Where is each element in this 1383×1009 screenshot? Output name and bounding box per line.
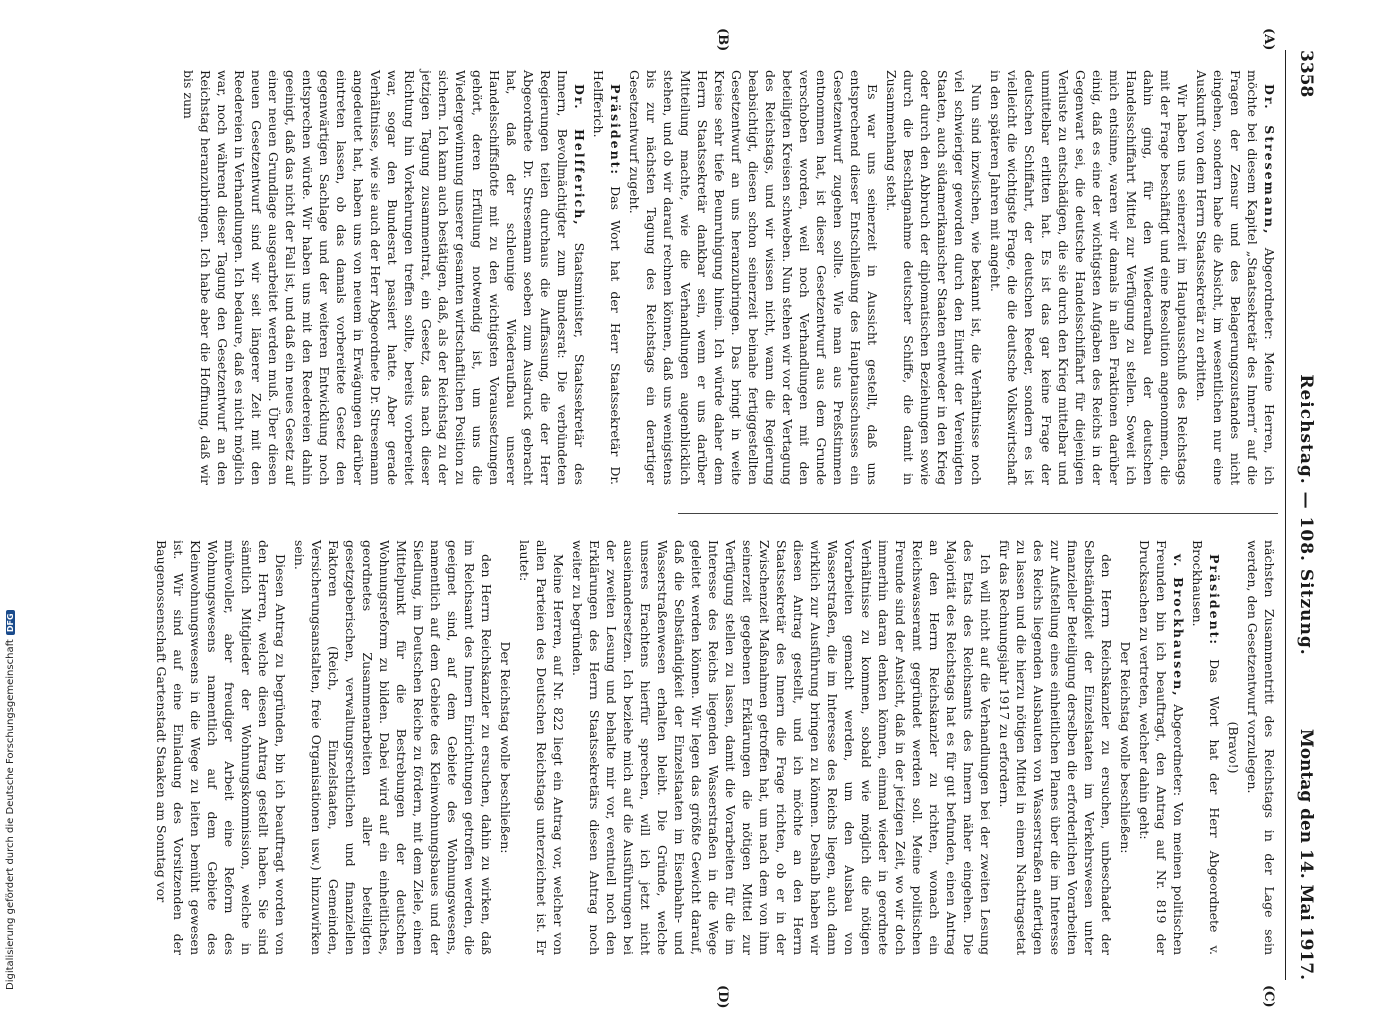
paragraph: Dr. Helfferich, Staatsminister, Staatssekretär des Innern, Bevollmächtigter zum Bundesrat: Die verbündeten Regierungen teilen durchaus die Auffassung, die der Herr Abgeordnete Dr. Stresemann soeben zum Ausdruck gebracht hat, daß der schleunige Wiederaufbau unserer Handelsschiffsflotte mit zu den wichtigsten Voraussetzungen gehört, deren Erfüllung notwendig ist, um uns die Wiedergewinnung unserer gesamten wirtschaftlichen Position zu sichern. Ich kann auch bestätigen, daß, als der Reichstag zu der jetzigen Tagung zusammentrat, ein Gesetz, das nach dieser Richtung hin Vorkehrungen treffen sollte, bereits vorbereitet war, sogar den Bundesrat passiert hatte. Aber gerade Verhältnisse, wie sie auch der Herr Abgeordnete Dr. Stresemann angedeutet hat, haben uns von neuem in Erwägungen darüber eintreten lassen, ob das damals vorbereitete Gesetz den gegenwärtigen Sachlage und der weiteren Entwicklung noch entsprechen würde. Wir haben uns mit den Reedereien dahin geeinigt, daß das nicht der Fall ist, und daß ein neues Gesetz auf einer neuen Grundlage ausgearbeitet werden muß. Über diesen neuen Gesetzentwurf sind wir seit längerer Zeit mit den Reedereien in Verhandlungen. Ich bedaure, daß es nicht möglich war, noch während dieser Tagung den Gesetzentwurf an den Reichstag heranzubringen. Ich habe aber die Hoffnung, daß wir bis zum (181, 70, 587, 485)
resolution-text: den Herrn Reichskanzler zu ersuchen, dahin zu wirken, daß im Reichsamt des Innern Einrichtungen getroffen werden, die geeignet sind, auf dem Gebiete des Wohnungswesens, namentlich auf dem Gebiete des Kleinwohnungsbaues und der Siedlung, im Deutschen Reiche zu fördern, mit dem Ziele, einen Mittelpunkt für die Bestrebungen der deutschen Wohnungsreform zu bilden. Dabei wird auf ein einheitliches, geordnetes Zusammenarbeiten aller beteiligten gesetzgeberischen, verwaltungsrechtlichen und finanziellen Faktoren (Reich, Einzelstaaten, Gemeinden, Versicherungsanstalten, freie Organisationen usw.) hinzuwirken sein. (292, 540, 494, 955)
margin-marker-d: (D) (715, 985, 730, 1009)
paragraph: nächsten Zusammentritt des Reichstags in der Lage sein werden, den Gesetzentwurf vorzulegen. (1245, 540, 1277, 955)
left-column (181, 70, 1278, 485)
margin-marker-c: (C) (1261, 985, 1276, 1008)
speaker-name: Dr. Helfferich, (572, 84, 587, 227)
paragraph: v. Brockhausen, Abgeordneter: Von meinen politischen Freunden bin ich beauftragt, den Antrag auf Nr. 819 der Drucksachen zu vertreten, welcher dahin geht: (1137, 540, 1186, 955)
right-column (154, 540, 1278, 955)
speaker-name: Präsident: (608, 84, 623, 177)
paragraph: Wir haben uns seinerzeit im Hauptausschuß des Reichstags mit der Frage beschäftigt und eine Resolution angenommen, die dahin ging, für den Wiederaufbau der deutschen Handelsschiffahrt Mittel zur Verfügung zu stellen. Soweit ich mich entsinne, waren wir damals in allen Fraktionen darüber einig, daß es eine der wichtigsten Aufgaben des Reichs in der Gegenwart sei, die deutsche Handelsschiffahrt für diejenigen Verluste zu entschädigen, die sie durch den Krieg mittelbar und unmittelbar erlitten hat. Es ist das gar keine Frage der deutschen Schiffahrt, der deutschen Reeder, sondern es ist vielleicht die wichtigste Frage, die die deutsche Volkswirtschaft in den späteren Jahren mit angeht. (988, 70, 1190, 485)
resolution-heading: Der Reichstag wolle beschließen: (498, 641, 513, 854)
resolution-text: den Herrn Reichskanzler zu ersuchen, unbeschadet der Selbständigkeit der Einzelstaaten im Verkehrswesen unter finanzieller Beteiligung derselben die erforderlichen Vorarbeiten zur Aufstellung eines einheitlichen Planes über die im Interesse des Reichs liegenden Ausbauten von Wasserstraßen anfertigen zu lassen und die hierzu nötigen Mittel in einem Nachtragsetat für das Rechnungsjahr 1917 zu erfordern. (997, 540, 1114, 955)
resolution-heading: Der Reichstag wolle beschließen: (1118, 641, 1133, 854)
digitization-credit (5, 610, 16, 990)
margin-marker-a: (A) (1261, 28, 1276, 51)
column-divider (678, 513, 1278, 514)
paragraph: Dr. Stresemann, Abgeordneter: Meine Herren, ich möchte bei diesem Kapitel „Staatssekretär des Innern“ auf die Fragen der Zensur und des Belagerungszustandes nicht eingehen, sondern habe die Absicht, im wesentlichen nur eine Auskunft von dem Herrn Staatssekretär zu erbitten. (1194, 70, 1277, 485)
paragraph: Ich will nicht auf die Verhandlungen bei der zweiten Lesung des Etats des Reichsamts des Innern näher eingehen. Die Majorität des Reichstags hat es für gut befunden, einen Antrag an den Herrn Reichskanzler zu richten, wonach ein Reichswasseramt gegründet werden soll. Meine politischen Freunde sind der Ansicht, daß in der jetzigen Zeit, wo wir doch immerhin daran denken können, einmal wieder in geordnete Verhältnisse zu kommen, sobald wie möglich die nötigen Vorarbeiten gemacht werden, um den Ausbau von Wasserstraßen, die im Interesse des Reichs liegen, auch dann wirklich zur Ausführung bringen zu können. Deshalb haben wir diesen Antrag gestellt, und ich möchte an den Herrn Staatssekretär des Innern die Frage richten, ob er in der Zwischenzeit Maßnahmen getroffen hat, um nach dem von ihm seinerzeit gegebenen Erklärungen die nötigen Mittel zur Verfügung stellen zu lassen, damit die Vorarbeiten für die im Interesse des Reichs liegenden Wasserstraßen in die Wege geleitet werden können. Wir legen das größte Gewicht darauf, daß die Selbständigkeit der Einzelstaaten im Eisenbahn- und Wasserstraßenwesen erhalten bleibt. Die Gründe, welche unseres Erachtens hierfür sprechen, will ich jetzt nicht auseinandersetzen. Ich beziehe mich auf die Ausführungen bei der zweiten Lesung und behalte mir vor, eventuell noch den Erklärungen des Herrn Staatssekretärs diesen Antrag noch weiter zu begründen. (570, 540, 993, 955)
speaker-name: v. Brockhausen, (1171, 554, 1186, 698)
page-header (1286, 50, 1320, 980)
page-running-title: Reichstag. — 108. Sitzung. (1296, 374, 1316, 656)
paragraph: Diesen Antrag zu begründen, bin ich beauftragt worden von den Herren, welche diesen Antrag gestellt haben. Sie sind sämtlich Mitglieder der Wohnungskommission, welche in mühevoller, aber freudiger Arbeit eine Reform des Wohnungswesens namentlich auf dem Gebiete des Kleinwohnungswesens in die Wege zu leiten bemüht gewesen ist. Wir sind auf eine Einladung des Vorsitzenden der Baugenossenschaft Gartenstadt Staaken am Sonntag vor (154, 540, 288, 955)
dfg-logo: DFG (6, 610, 15, 635)
speaker-name: Präsident: (1207, 554, 1222, 647)
paragraph: Präsident: Das Wort hat der Herr Staatssekretär Dr. Helfferich. (591, 70, 623, 485)
scanned-page (65, 28, 1320, 1009)
margin-marker-b: (B) (715, 28, 730, 52)
credit-text: Digitalisierung gefördert durch die Deutsche Forschungsgemeinschaft (5, 639, 16, 990)
paragraph: Nun sind inzwischen, wie bekannt ist, die Verhältnisse noch viel schwieriger geworden durch den Eintritt der Vereinigten Staaten, auch südamerikanischer Staaten entweder in den Krieg oder durch den Abbruch der diplomatischen Beziehungen sowie durch die Beschlagnahme deutscher Schiffe, die damit in Zusammenhang steht. (884, 70, 984, 485)
paragraph: Meine Herren, auf Nr. 822 liegt ein Antrag vor, welcher von allen Parteien des Deutschen Reichstags unterzeichnet ist. Er lautet: (517, 540, 566, 955)
applause-note: (Bravo!) (1226, 721, 1241, 774)
header-rule (1285, 50, 1286, 980)
speaker-name: Dr. Stresemann, (1262, 84, 1277, 236)
paragraph: Es war uns seinerzeit in Aussicht gestellt, daß uns entsprechend dieser Entschließung des Hauptausschusses ein Gesetzentwurf zugehen sollte. Wie man aus Preßstimmen entnommen hat, ist dieser Gesetzentwurf aus dem Grunde verschoben worden, weil noch Verhandlungen mit den beteiligten Kreisen schweben. Nun stehen wir vor der Vertagung des Reichstags, und wir wissen nicht, wann die Regierung beabsichtigt, diesen schon seinerzeit beinahe fertiggestellten Gesetzentwurf an uns heranzubringen. Das bringt in weite Kreise sehr tiefe Beunruhigung hinein. Ich würde daher dem Herrn Staatssekretär dankbar sein, wenn er uns darüber Mitteilung machte, wie die Verhandlungen augenblicklich stehen, und ob wir darauf rechnen können, daß uns wenigstens bis zur nächsten Tagung des Reichstags ein derartiger Gesetzentwurf zugeht. (627, 70, 880, 485)
paragraph: Präsident: Das Wort hat der Herr Abgeordnete v. Brockhausen. (1190, 540, 1222, 955)
session-date: Montag den 14. Mai 1917. (1296, 728, 1316, 980)
page-number: 3358 (1296, 50, 1316, 98)
